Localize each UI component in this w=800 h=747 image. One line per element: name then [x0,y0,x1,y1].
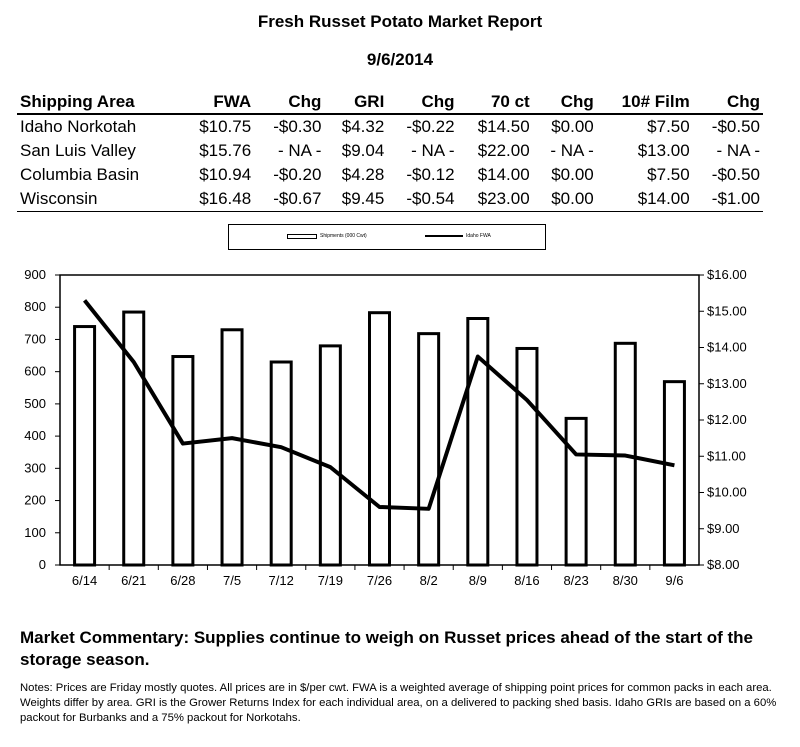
table-cell: -$0.67 [254,187,324,212]
column-header: Chg [387,90,457,114]
column-header: Chg [533,90,597,114]
table-cell: -$0.30 [273,117,322,136]
shipment-bar [124,312,144,565]
right-tick-label: $14.00 [707,339,747,355]
right-tick-label: $8.00 [707,557,740,572]
legend-item-shipments [287,233,367,239]
table-cell: Idaho Norkotah [20,117,137,136]
chart-legend [228,224,546,250]
left-tick-label: 600 [24,363,46,379]
table-cell: $9.45 [324,187,387,212]
shipment-bar [222,330,242,565]
table-cell: -$0.12 [406,165,455,184]
column-header: Shipping Area [17,90,179,114]
x-tick-label: 8/23 [563,573,589,588]
shipment-bar [320,346,340,565]
column-header: Chg [693,90,763,114]
shipment-bar [419,334,439,565]
table-cell: $7.50 [647,117,690,136]
column-header: 70 ct [458,90,533,114]
x-tick-label: 6/28 [170,573,196,588]
table-cell: $23.00 [458,187,533,212]
right-tick-label: $13.00 [707,375,747,391]
right-tick-label: $11.00 [707,448,746,464]
x-tick-label: 6/14 [71,573,98,588]
right-tick-label: $15.00 [707,303,747,319]
column-header: Chg [254,90,324,114]
shipments-price-chart [0,260,800,600]
shipment-bar [75,327,95,565]
left-tick-label: 200 [24,492,46,508]
table-cell: Columbia Basin [20,165,140,184]
shipment-bar [173,357,193,565]
table-cell: $0.00 [551,117,594,136]
table-cell: - NA - [716,141,760,160]
price-table [17,90,763,212]
table-row [17,187,763,212]
left-tick-label: 900 [24,267,46,282]
x-tick-label: 7/12 [268,573,294,588]
table-cell: $4.28 [341,165,385,184]
table-cell: $14.00 [477,165,530,184]
column-header: 10# Film [597,90,693,114]
table-cell: Wisconsin [17,187,179,212]
table-cell: -$0.50 [711,117,760,136]
right-tick-label: $16.00 [707,267,747,282]
table-cell: - NA - [550,141,594,160]
left-tick-label: 400 [24,428,46,444]
table-cell: $10.75 [199,117,252,136]
table-cell: $0.00 [533,187,597,212]
table-row [17,114,763,139]
left-tick-label: 800 [24,299,46,315]
table-cell: $0.00 [551,165,594,184]
table-cell: $15.76 [199,141,252,160]
x-tick-label: 6/21 [121,573,147,588]
x-tick-label: 9/6 [665,573,684,588]
left-tick-label: 0 [38,557,46,572]
table-cell: $9.04 [341,141,385,160]
right-tick-label: $10.00 [707,484,747,500]
table-cell: - NA - [411,141,455,160]
table-cell: $13.00 [637,141,690,160]
x-tick-label: 7/26 [366,573,393,588]
table-cell: -$0.50 [711,165,760,184]
left-tick-label: 100 [24,524,46,540]
shipment-bar [370,313,390,565]
legend-label: Idaho FWA [466,233,491,239]
table-cell: -$0.54 [387,187,457,212]
legend-item-idaho-fwa [425,233,491,239]
notes: Notes: Prices are Friday mostly quotes. All prices are in $/per cwt. FWA is a weighted average of shipping point prices for common packs in each area. Weights differ by area. GRI is the Grower Returns Index for each individual area, on a delivered to packing shed basis. Idaho GRIs are based on a 60% packout for Burbanks and a 75% packout for Norkotahs. [20,682,777,724]
table-cell: $22.00 [477,141,530,160]
legend-line-swatch [425,235,463,237]
x-tick-label: 8/30 [612,573,638,588]
table-row [17,139,763,163]
table-cell: -$0.22 [406,117,455,136]
table-cell: $10.94 [199,165,252,184]
x-tick-label: 8/9 [468,573,487,588]
table-cell: $14.00 [597,187,693,212]
left-tick-label: 300 [24,460,46,476]
right-tick-label: $12.00 [707,412,747,427]
legend-bar-swatch [287,234,317,239]
table-cell: $16.48 [179,187,254,212]
column-header: GRI [324,90,387,114]
shipment-bar [271,362,291,565]
x-tick-label: 8/2 [419,573,438,588]
left-tick-label: 700 [24,331,46,347]
table-cell: $7.50 [647,165,690,184]
shipment-bar [664,382,684,565]
report-title: Fresh Russet Potato Market Report [257,12,543,31]
price-table-header-row [17,90,763,114]
table-cell: San Luis Valley [20,141,136,160]
table-cell: $4.32 [341,117,385,136]
table-row [17,163,763,187]
table-cell: - NA - [277,141,322,160]
table-cell: -$1.00 [693,187,763,212]
shipment-bar [517,348,537,565]
market-commentary: Market Commentary: Supplies continue to weigh on Russet prices ahead of the start of the storage season. [20,628,754,669]
table-cell: $14.50 [477,117,530,136]
left-tick-label: 500 [24,395,46,411]
shipment-bar [566,418,586,565]
column-header: FWA [179,90,254,114]
table-cell: -$0.20 [273,165,322,184]
x-tick-label: 7/5 [222,573,242,588]
legend-label: Shipments (000 Cwt) [320,233,367,239]
report-date: 9/6/2014 [366,50,434,69]
x-tick-label: 7/19 [317,573,344,588]
x-tick-label: 8/16 [514,573,540,588]
right-tick-label: $9.00 [707,520,740,536]
